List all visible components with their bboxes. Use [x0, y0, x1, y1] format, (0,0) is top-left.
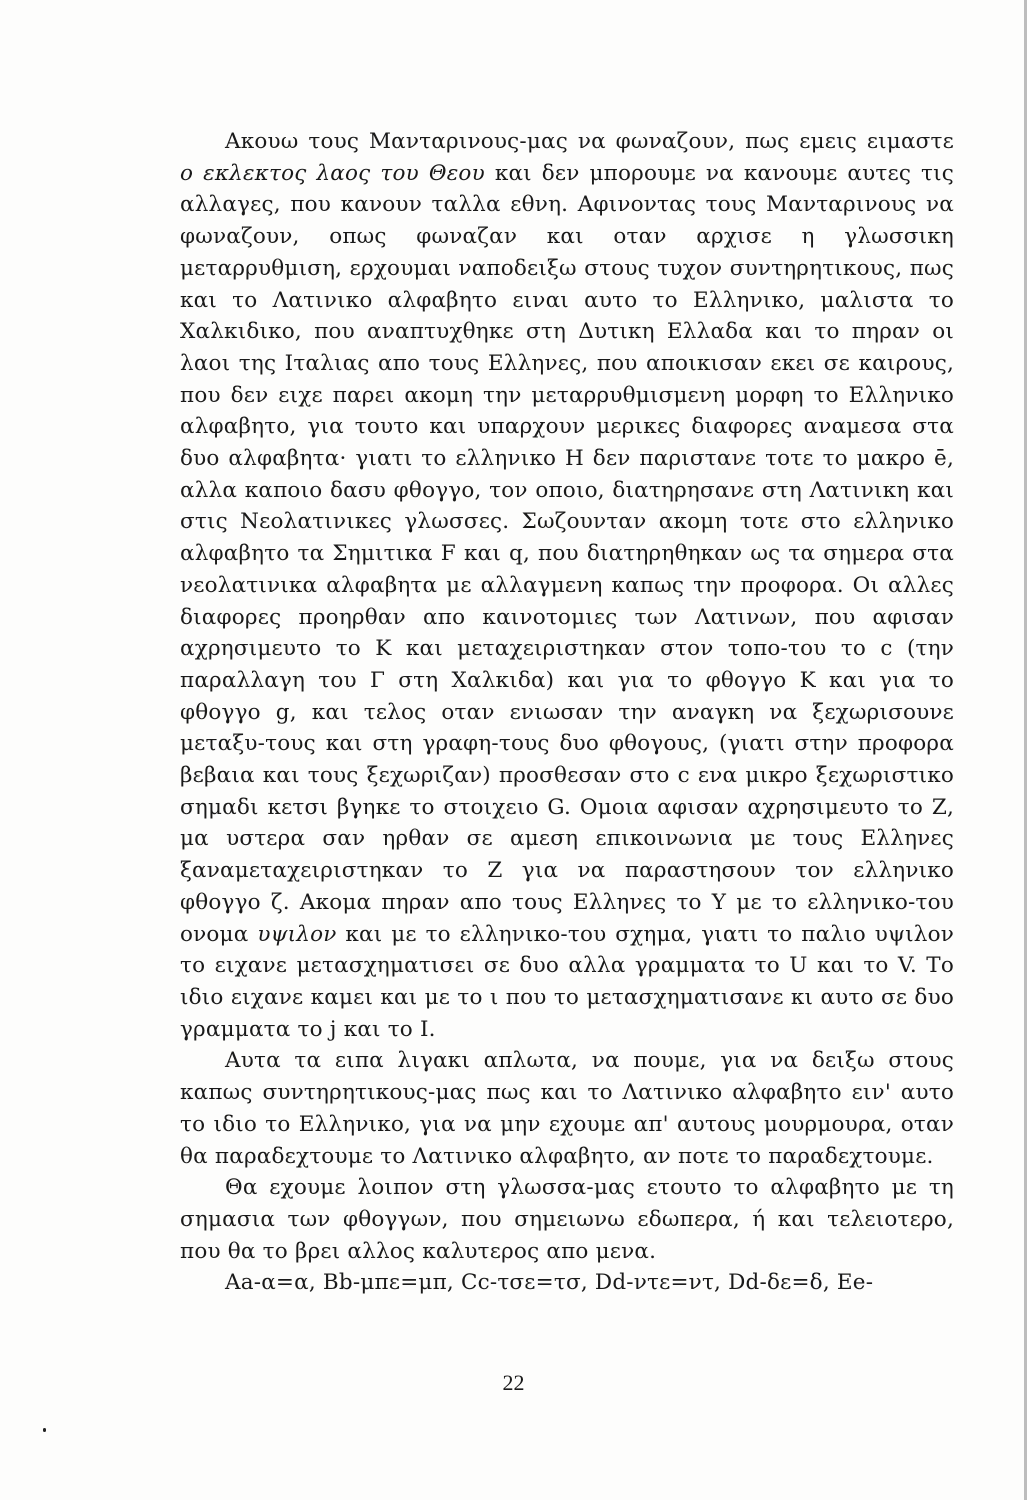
text-segment: και με το ελληνικο-του σχημα, γιατι το παλιο υψιλον το ειχανε μετασχηματισει σε δυο αλλα γραμματα το U και το V. Το ιδιο ειχανε καμει και με το ι που το μετασχηματισανε κι αυτο σε δυο γραμματα το j και το I.	[180, 921, 955, 1042]
scan-speck	[43, 1428, 46, 1432]
page-number: 22	[502, 1370, 525, 1395]
text-segment: Ακουω τους Μανταρινους-μας να φωναζουν, πως εμεις ειμαστε	[225, 129, 954, 154]
paragraph	[180, 126, 954, 1045]
text-segment: Αυτα τα ειπα λιγακι απλωτα, να πουμε, για να δειξω στους καπως συντηρητικους-μας πως και το Λατινικο αλφαβητο ειν' αυτο το ιδιο το Ελληνικο, για να μην εχουμε απ' αυτους μουρμουρα, οταν θα παραδεχτουμε το Λατινικο αλφαβητο, αν ποτε το παραδεχτουμε.	[180, 1048, 954, 1169]
emphasis-segment: ο εκλεκτος λαος του Θεου	[180, 160, 485, 186]
paragraph	[180, 1045, 954, 1172]
emphasis-segment: υψιλον	[257, 921, 337, 947]
body-text	[180, 126, 954, 1299]
text-segment: και δεν μπορουμε να κανουμε αυτες τις αλλαγες, που κανουν ταλλα εθνη. Αφινοντας τους Μανταρινους να φωναζουν, οπως φωναζαν και οταν αρχισε η γλωσσικη μεταρρυθμιση, ερχουμαι ναποδειξω στους τυχον συντηρητικους, πως και το Λατινικο αλφαβητο ειναι αυτο το Ελληνικο, μαλιστα το Χαλκιδικο, που αναπτυχθηκε στη Δυτικη Ελλαδα και το πηραν οι λαοι της Ιταλιας απο τους Ελληνες, που αποικισαν εκει σε καιρους, που δεν ειχε παρει ακομη την μεταρρυθμισμενη μορφη το Ελληνικο αλφαβητο, για τουτο και υπαρχουν μερικες διαφορες αναμεσα στα δυο αλφαβητα· γιατι το ελληνικο Η δεν παριστανε τοτε το μακρο ē, αλλα καποιο δασυ φθογγο, τον οποιο, διατηρησανε στη Λατινικη και στις Νεολατινικες γλωσσες. Σωζουνταν ακομη τοτε στο ελληνικο αλφαβητο τα Σημιτικα F και q, που διατηρηθηκαν ως τα σημερα στα νεολατινικα αλφαβητα με αλλαγμενη καπως την προφορα. Οι αλλες διαφορες προηρθαν απο καινοτομιες των Λατινων, που αφισαν αχρησιμευτο το Κ και μεταχειριστηκαν στον τοπο-του το c (την παραλλαγη του Γ στη Χαλκιδα) και για το φθογγο Κ και για το φθογγο g, και τελος οταν ενιωσαν την αναγκη να ξεχωρισουνε μεταξυ-τους και στη γραφη-τους δυο φθογους, (γιατι στην προφορα βεβαια και τους ξεχωριζαν) προσθεσαν στο c ενα μικρο ξεχωριστικο σημαδι κετσι βγηκε το στοιχειο G. Ομοια αφισαν αχρησιμευτο το Ζ, μα υστερα σαν ηρθαν σε αμεση επικοινωνια με τους Ελληνες ξαναμεταχειριστηκαν το Ζ για να παραστησουν τον ελληνικο φθογγο ζ. Ακομα πηραν απο τους Ελληνες το Υ με το ελληνικο-του ονομα	[180, 160, 954, 947]
paragraph	[180, 1172, 954, 1267]
paragraph	[180, 1267, 954, 1299]
text-segment: Aa-α=α, Bb-μπε=μπ, Cc-τσε=τσ, Dd-ντε=ντ, Dd-δε=δ, Ee-	[225, 1270, 874, 1296]
text-segment: Θα εχουμε λοιπον στη γλωσσα-μας ετουτο το αλφαβητο με τη σημασια των φθογγων, που σημειωνω εδωπερα, ή και τελειοτερο, που θα το βρει αλλος καλυτερος απο μενα.	[180, 1175, 954, 1264]
